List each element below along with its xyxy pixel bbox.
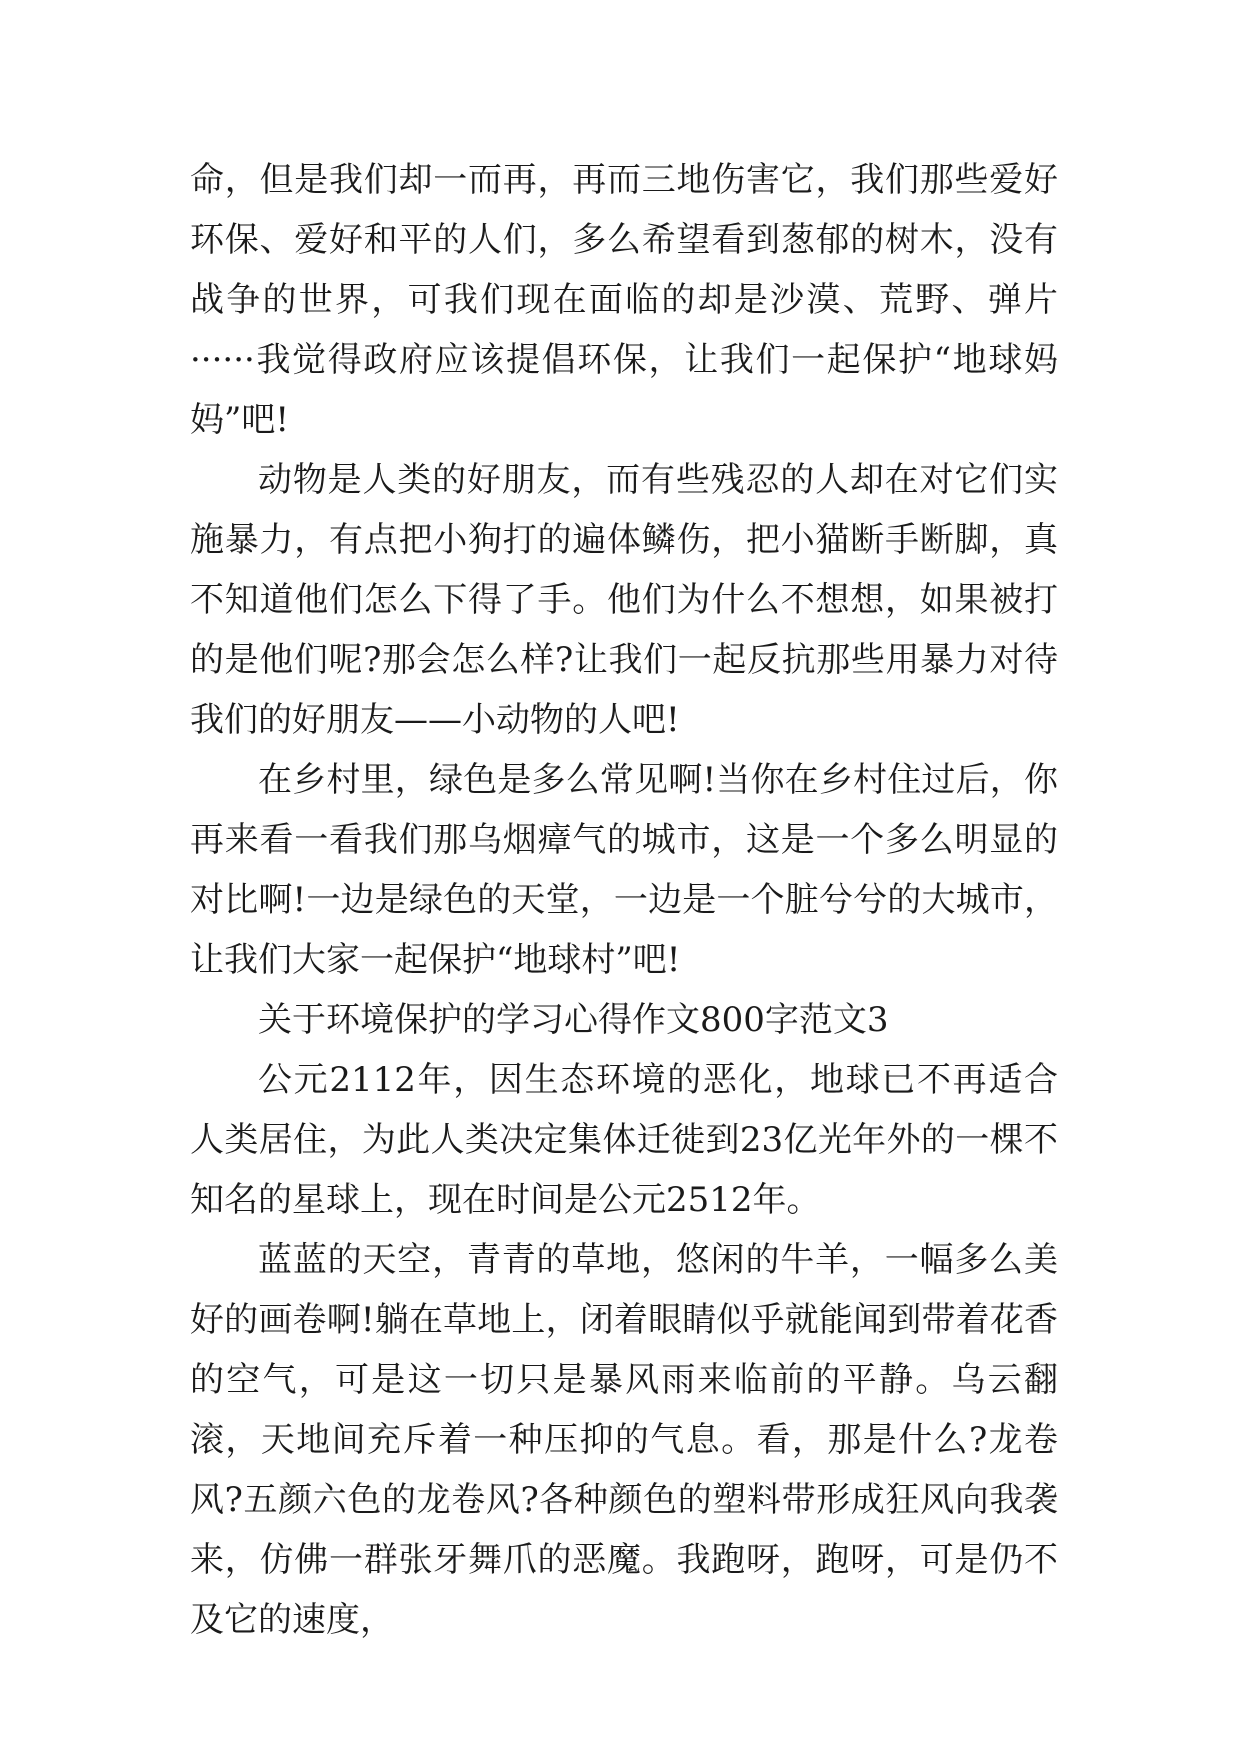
paragraph-4: 公元2112年，因生态环境的恶化，地球已不再适合人类居住，为此人类决定集体迁徙到23亿光年外的一棵不知名的星球上，现在时间是公元2512年。	[190, 1060, 1058, 1220]
paragraph-3: 在乡村里，绿色是多么常见啊!当你在乡村住过后，你再来看一看我们那乌烟瘴气的城市，这是一个多么明显的对比啊!一边是绿色的天堂，一边是一个脏兮兮的大城市，让我们大家一起保护“地球村”吧!	[190, 760, 1058, 980]
paragraph-1: 命，但是我们却一而再，再而三地伤害它，我们那些爱好环保、爱好和平的人们，多么希望看到葱郁的树木，没有战争的世界，可我们现在面临的却是沙漠、荒野、弹片······我觉得政府应该提倡环保，让我们一起保护“地球妈妈”吧!	[190, 160, 1058, 440]
section-heading: 关于环境保护的学习心得作文800字范文3	[258, 1000, 889, 1040]
paragraph-5: 蓝蓝的天空，青青的草地，悠闲的牛羊，一幅多么美好的画卷啊!躺在草地上，闭着眼睛似乎就能闻到带着花香的空气，可是这一切只是暴风雨来临前的平静。乌云翻滚，天地间充斥着一种压抑的气息。看，那是什么?龙卷风?五颜六色的龙卷风?各种颜色的塑料带形成狂风向我袭来，仿佛一群张牙舞爪的恶魔。我跑呀，跑呀，可是仍不及它的速度，	[190, 1240, 1058, 1640]
document-body	[190, 150, 1058, 1650]
paragraph-2: 动物是人类的好朋友，而有些残忍的人却在对它们实施暴力，有点把小狗打的遍体鳞伤，把小猫断手断脚，真不知道他们怎么下得了手。他们为什么不想想，如果被打的是他们呢?那会怎么样?让我们一起反抗那些用暴力对待我们的好朋友——小动物的人吧!	[190, 460, 1058, 740]
